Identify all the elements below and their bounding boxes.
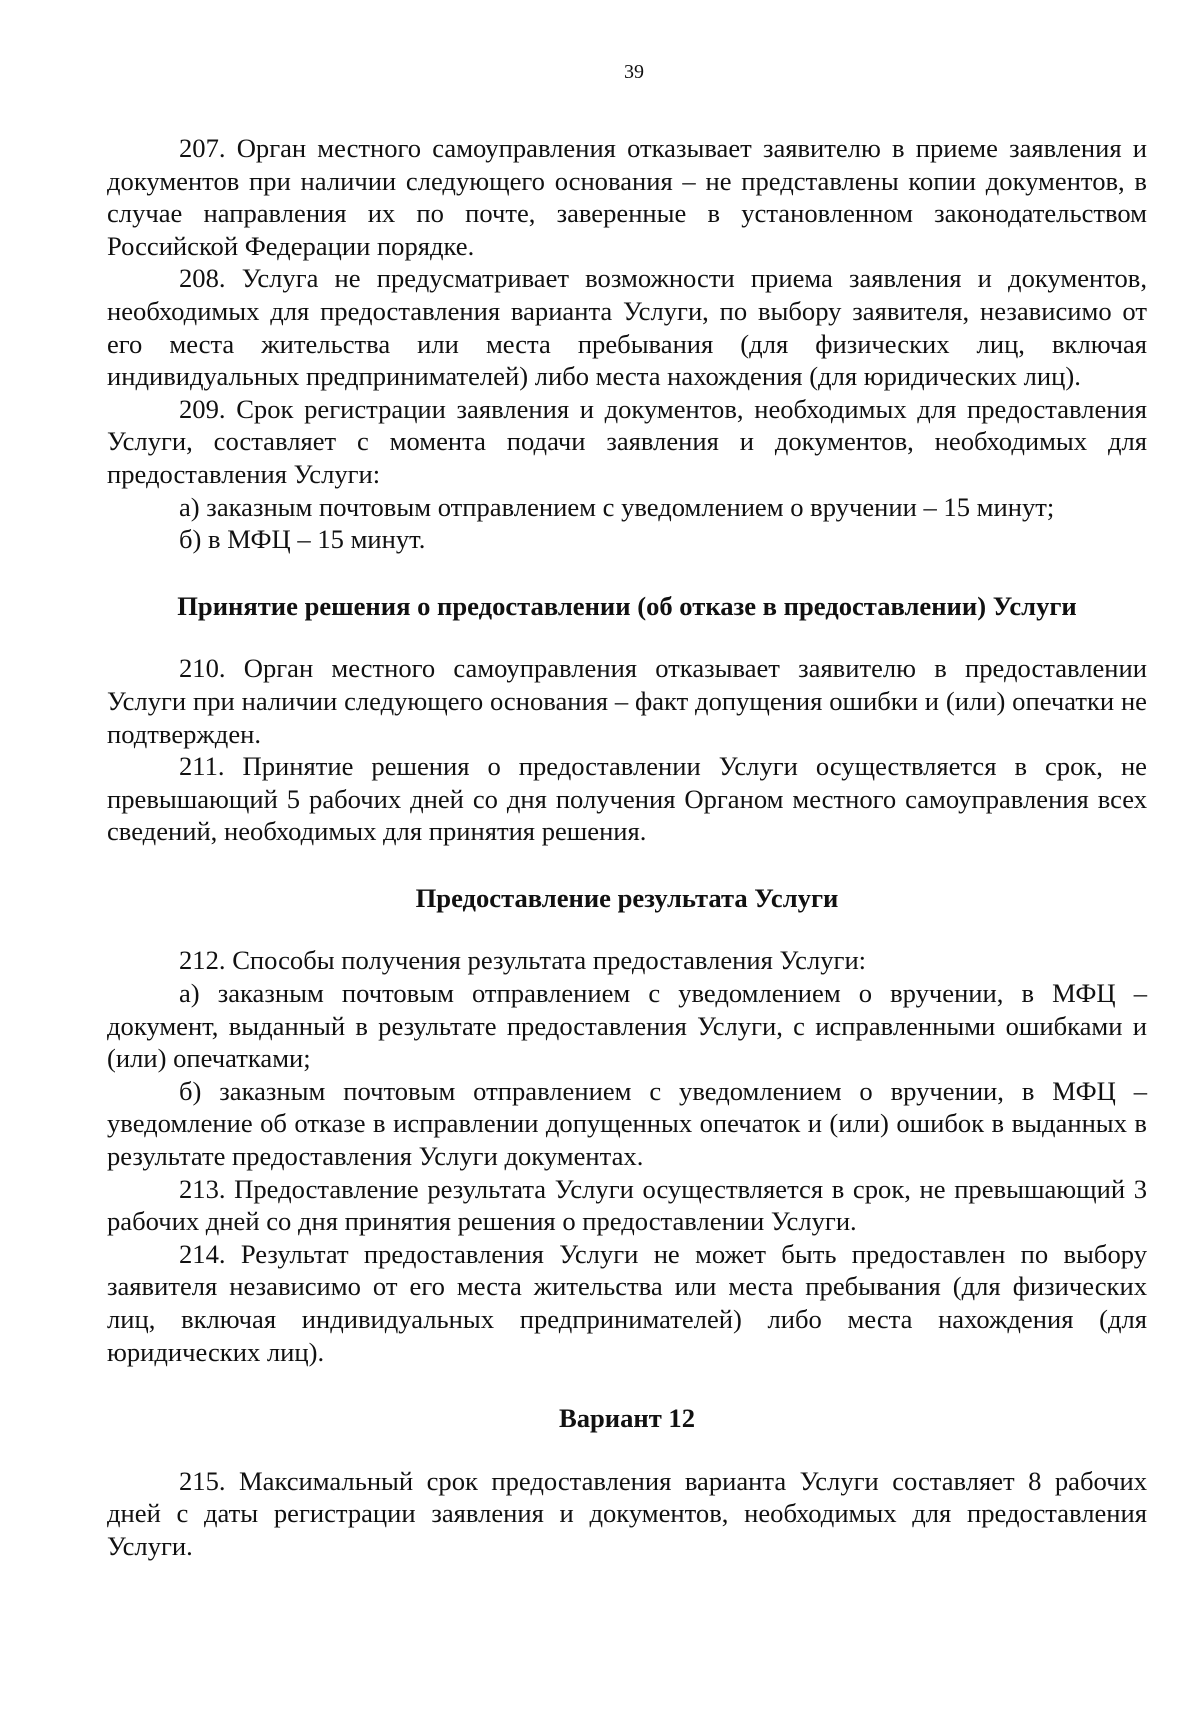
paragraph-215: 215. Максимальный срок предоставления варианта Услуги составляет 8 рабочих дней с даты регистрации заявления и документов, необходимых для предоставления Услуги. xyxy=(107,1465,1147,1561)
paragraph-211: 211. Принятие решения о предоставлении Услуги осуществляется в срок, не превышающий 5 рабочих дней со дня получения Органом местного самоуправления всех сведений, необходимых для принятия решения. xyxy=(107,751,1147,847)
paragraph-212: 212. Способы получения результата предоставления Услуги: xyxy=(179,945,867,976)
paragraph-207: 207. Орган местного самоуправления отказывает заявителю в приеме заявления и документов при наличии следующего основания – не представлены копии документов, в случае направления их по почте, заверенные в установленном законодательством Российской Федерации порядке. xyxy=(107,133,1147,261)
document-page xyxy=(107,60,1147,1563)
spacer xyxy=(107,914,1147,944)
paragraph-210: 210. Орган местного самоуправления отказывает заявителю в предоставлении Услуги при наличии следующего основания – факт допущения ошибки и (или) опечатки не подтвержден. xyxy=(107,653,1147,749)
section-heading-decision: Принятие решения о предоставлении (об отказе в предоставлении) Услуги xyxy=(177,590,1077,621)
paragraph-209-b: б) в МФЦ – 15 минут. xyxy=(179,524,426,555)
paragraph-209-a: а) заказным почтовым отправлением с уведомлением о вручении – 15 минут; xyxy=(179,491,1055,522)
paragraph-214: 214. Результат предоставления Услуги не может быть предоставлен по выбору заявителя независимо от его места жительства или места пребывания (для физических лиц, включая индивидуальных предпринимателей) либо места нахождения (для юридических лиц). xyxy=(107,1238,1147,1367)
section-heading-variant-12: Вариант 12 xyxy=(558,1403,696,1434)
paragraph-208: 208. Услуга не предусматривает возможности приема заявления и документов, необходимых для предоставления варианта Услуги, по выбору заявителя, независимо от его места жительства или места пребывания (для физических лиц, включая индивидуальных предпринимателей) либо места нахождения (для юридических лиц). xyxy=(107,263,1147,392)
paragraph-212-a: а) заказным почтовым отправлением с уведомлением о вручении, в МФЦ – документ, выданный в результате предоставления Услуги, с исправленными ошибками и (или) опечатками; xyxy=(107,978,1147,1074)
paragraph-209: 209. Срок регистрации заявления и документов, необходимых для предоставления Услуги, составляет с момента подачи заявления и документов, необходимых для предоставления Услуги: xyxy=(107,393,1147,489)
spacer xyxy=(107,1435,1147,1465)
page-number: 39 xyxy=(624,61,644,83)
section-heading-result: Предоставление результата Услуги xyxy=(415,882,839,913)
spacer xyxy=(107,556,1147,590)
spacer xyxy=(107,848,1147,882)
paragraph-212-b: б) заказным почтовым отправлением с уведомлением о вручении, в МФЦ – уведомление об отказе в исправлении допущенных опечаток и (или) ошибок в выданных в результате предоставления Услуги документах. xyxy=(107,1075,1147,1172)
spacer xyxy=(107,1368,1147,1402)
spacer xyxy=(107,622,1147,652)
paragraph-213: 213. Предоставление результата Услуги осуществляется в срок, не превышающий 3 рабочих дней со дня принятия решения о предоставлении Услуги. xyxy=(107,1173,1147,1237)
